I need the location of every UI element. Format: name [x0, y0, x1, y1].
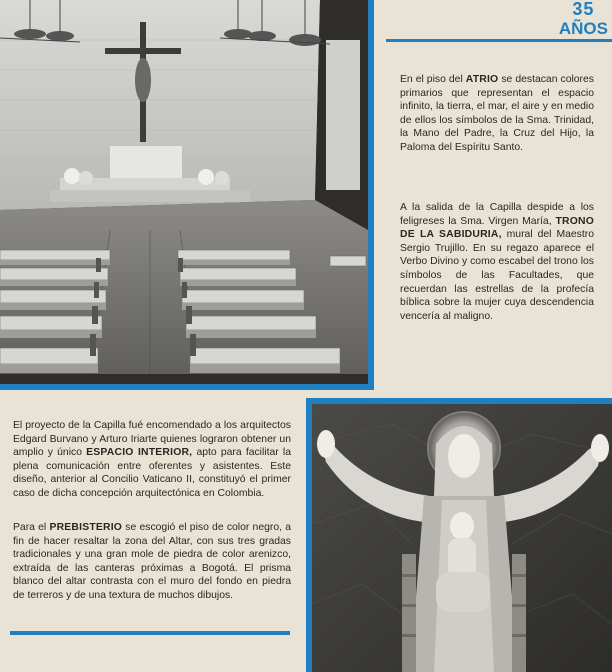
presbiterio-text-2: se escogió el piso de color negro, a fin de hacer resaltar la zona del Altar, con sus tres gradas tradicionales y una gran mole de piedra de color arenizco, extraída de las canteras próximas a Bogotá. El prisma blanco del altar contrasta con el muro del fondo en piedra de terreros y de una textura de muchos dibujos.: [13, 522, 291, 601]
top-photo-bottom-rule: [0, 384, 374, 390]
anniversary-badge: [559, 0, 608, 37]
proyecto-term: ESPACIO INTERIOR,: [86, 447, 193, 459]
badge-number: 35: [572, 0, 595, 19]
top-photo-right-rule: [368, 0, 374, 390]
presbiterio-text-1: Para el: [13, 522, 50, 533]
presbiterio-term: PREBISTERIO: [49, 522, 123, 533]
proyecto-text-1: El proyecto de la Capilla fué encomendado a los arquitectos Edgard Burvano y Arturo Iriarte quienes lograron obtener un amplio y único: [13, 420, 291, 459]
salida-paragraph: [400, 201, 594, 323]
salida-text-1: A la salida de la Capilla despide a los feligreses la Sma. Virgen María,: [400, 202, 594, 227]
atrio-term: ATRIO: [465, 74, 499, 85]
presbiterio-paragraph: [13, 521, 291, 603]
mural-photo: [312, 404, 612, 672]
proyecto-text-2: apto para facilitar la plena comunicación entre oferentes y asistentes. Este diseño, anterior al Concilio Vaticano II, constituyó el primer caso de dicha concepción arquitectónica en Colombia.: [13, 447, 291, 499]
chapel-interior-photo: [0, 0, 368, 384]
proyecto-paragraph: [13, 419, 291, 501]
bottom-left-rule: [10, 631, 290, 635]
badge-unit: AÑOS: [558, 19, 608, 38]
atrio-paragraph: [400, 73, 594, 155]
salida-text-2: mural del Maestro Sergio Trujillo. En su regazo aparece el Verbo Divino y como escabel del trono los símbolos de las Facultades, que recuerdan las estrellas de la profecía bíblica sobre la mujer cuya descendencia vencería al maligno.: [400, 229, 594, 322]
atrio-text-2: se destacan colores primarios que representan el espacio infinito, la tierra, el mar, el aire y en medio de ellos los símbolos de la Sma. Trinidad, la Mano del Padre, la Cruz del Hijo, la Paloma del Espíritu Santo.: [400, 74, 594, 153]
salida-term: TRONO DE LA SABIDURIA,: [400, 215, 594, 241]
atrio-text-1: En el piso del: [400, 74, 466, 85]
header-rule: [386, 39, 612, 42]
